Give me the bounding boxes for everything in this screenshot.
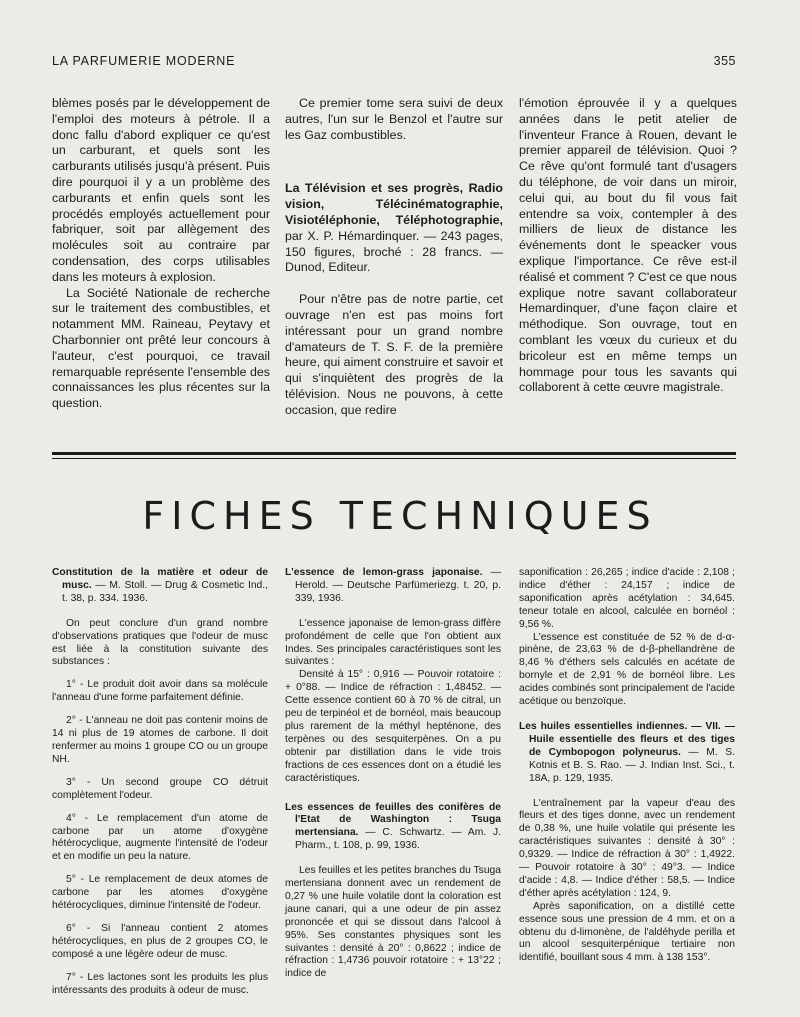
reference-source: — Herold. — Deutsche Parfümeriezg. t. 20, p. 339, 1936.	[295, 567, 501, 604]
reference-source: — M. Stoll. — Drug & Cosmetic Ind., t. 38, p. 334. 1936.	[62, 579, 268, 604]
section-title: FICHES TECHNIQUES	[142, 494, 658, 538]
review-column-3	[519, 96, 737, 396]
paragraph: Les feuilles et les petites branches du Tsuga mertensiana donnent avec un rendement de 0,27 % une huile volatile dont la coloration est jaune canari, qui a une odeur de pin assez prononcée et qui se dissout dans l'alcool à 95%. Ses constantes physiques sont les suivantes : densité à 20° : 0,8622 ; indice de réfraction : 1,4736 pouvoir rotatoire : + 13°22 ; indice de	[285, 865, 501, 980]
running-header	[52, 54, 736, 72]
book-review-entry	[285, 181, 503, 276]
paragraph: La Société Nationale de recherche sur le traitement des combustibles, et notamment MM. Raineau, Peytavy et Charbonnier ont prêté leur concours à l'auteur, c'est pourquoi, ce travail remarquable représente l'ensemble des connaissances les plus récentes sur la question.	[52, 285, 270, 411]
list-item: 6° - Si l'anneau contient 2 atomes hétérocycliques, en plus de 2 groupes CO, le composé a une légère odeur de musc.	[52, 922, 268, 960]
list-item: 5° - Le remplacement de deux atomes de carbone par les atomes d'oxygène hétérocycliques, diminue l'intensité de l'odeur.	[52, 874, 268, 912]
fiches-column-1	[52, 567, 268, 997]
paragraph: saponification : 26,265 ; indice d'acide : 2,108 ; indice d'éther : 24,157 ; indice de saponification après acétylation : 34,645. teneur totale en alcool, calculée en bornéol : 9,56 %.	[519, 567, 735, 630]
paragraph: Après saponification, on a distillé cette essence sous une pression de 4 mm. et on a obtenu du d-limonène, de l'aldéhyde perilla et un alcool sesquiterpénique tertiaire non identifié, bouillant sous 4 mm. à 138 153°.	[519, 900, 735, 964]
paragraph: Densité à 15° : 0,916 — Pouvoir rotatoire : + 0°88. — Indice de réfraction : 1,48452. — Cette essence contient 60 à 70 % de citral, un peu de terpinéol et de bornéol, mais beaucoup plus rarement de la méthyl hepténone, des terpènes ou des sesquiterpènes. On a pu obtenir par distillation dans le vide trois fractions de ces essences dont on a étudié les caractéristiques.	[285, 669, 501, 784]
book-details: par X. P. Hémardinquer. — 243 pages, 150 figures, broché : 28 francs. — Dunod, Editeur.	[285, 228, 503, 275]
review-column-1	[52, 96, 270, 412]
reference-source: — C. Schwartz. — Am. J. Pharm., t. 108, p. 99, 1936.	[295, 827, 501, 852]
reference-title: Les huiles essentielles indiennes. — VII. — Huile essentielle des fleurs et des tiges de Cymbopogon polyneurus.	[519, 720, 735, 758]
reference-entry	[52, 567, 268, 606]
book-title: La Télévision et ses progrès, Radio vision, Télécinématographie, Visiotéléphonie, Téléphotographie,	[285, 181, 503, 227]
reference-title: L'essence de lemon-grass japonaise.	[285, 567, 483, 578]
paragraph: L'essence est constituée de 52 % de d-α-pinène, de 23,63 % de d-β-phellandrène de 8,46 % d'éthers sels calculés en acétate de bornyle et de 2,91 % de bornéol libre. Les acides combinés sont principalement de l'acide acétique ou benzoïque.	[519, 631, 735, 708]
review-column-2	[285, 96, 503, 419]
list-item: 2° - L'anneau ne doit pas contenir moins de 14 ni plus de 19 atomes de carbone. Il doit renfermer au moins 1 groupe CO ou un groupe NH.	[52, 715, 268, 765]
fiches-column-2	[285, 567, 501, 981]
running-title: LA PARFUMERIE MODERNE	[52, 54, 236, 68]
list-item: 4° - Le remplacement d'un atome de carbone par un atome d'oxygène hétérocyclique, augmente l'intensité de l'odeur et en modifie un peu la nature.	[52, 812, 268, 863]
reference-title: Les essences de feuilles des conifères de l'Etat de Washington : Tsuga mertensiana.	[285, 801, 501, 839]
paragraph: l'émotion éprouvée il y a quelques années dans le petit atelier de l'inventeur France à Rouen, devant le premier appareil de télévision. Quoi ? Ce rêve qu'ont formulé tant d'usagers du téléphone, de voir dans un miroir, celui qui, au bout du fil vous fait entendre sa voix, contempler à des milliers de lieux de distance les événements dont le speacker vous explique l'importance. Ce rêve est-il réalisé et comment ? C'est ce que nous explique notre savant collaborateur Hemardinquer, d'une façon claire et méthodique. Son ouvrage, tout en comblant les vœux du curieux et du bricoleur est en même temps un hommage pour tous les savants qui collaborent à cette œuvre magistrale.	[519, 96, 737, 395]
reference-entry	[285, 567, 501, 606]
page-number: 355	[713, 54, 736, 68]
paragraph: L'essence japonaise de lemon-grass diffère profondément de celle que l'on obtient aux Indes. Ses principales caractéristiques sont les suivantes :	[285, 617, 501, 668]
paragraph: Pour n'être pas de notre partie, cet ouvrage n'en est pas moins fort intéressant pour un grand nombre d'amateurs de T. S. F. de la première heure, qui aiment construire et savoir et qui s'inquiètent des progrès de la télévision. Nous ne pouvons, à cette occasion, que redire	[285, 292, 503, 417]
paragraph: blèmes posés par le développement de l'emploi des moteurs à pétrole. Il a donc fallu d'abord expliquer ce qu'est un carburant, et quels sont les carburants utilisés jusqu'à présent. Puis dire pourquoi il y a un problème des carburants et enfin quels sont les procédés employés actuellement pour fabriquer, soit par allègement des molécules soit au contraire par condensation, des corps utilisables dans les moteurs à explosion.	[52, 96, 270, 284]
paragraph: On peut conclure d'un grand nombre d'observations pratiques que l'odeur de musc est liée à la constitution suivante des substances :	[52, 617, 268, 668]
list-item: 7° - Les lactones sont les produits les plus intéressants des produits à odeur de musc.	[52, 971, 268, 996]
list-item: 3° - Un second groupe CO détruit complètement l'odeur.	[52, 776, 268, 801]
reference-entry	[285, 802, 501, 854]
reference-entry	[519, 721, 735, 786]
reference-source: — M. S. Kotnis et B. S. Rao. — J. Indian Inst. Sci., t. 18A, p. 129, 1935.	[529, 746, 735, 784]
list-item: 1° - Le produit doit avoir dans sa molécule l'anneau d'une forme parfaitement définie.	[52, 679, 268, 704]
section-divider	[52, 452, 736, 459]
fiches-column-3	[519, 567, 735, 965]
paragraph: Ce premier tome sera suivi de deux autres, l'un sur le Benzol et l'autre sur les Gaz combustibles.	[285, 96, 503, 142]
paragraph: L'entraînement par la vapeur d'eau des fleurs et des tiges donne, avec un rendement de 0,38 %, une huile volatile qui présente les caractéristiques suivantes : densité à 30° : 0,9329. — Indice de réfraction à 30° : 1,4922. — Pouvoir rotatoire à 30° : 49°3. — Indice d'acide : 4,8. — Indice d'éther : 58,5. — Indice d'éther après acétylation : 124, 9.	[519, 797, 735, 899]
reference-title: Constitution de la matière et odeur de musc.	[52, 567, 268, 591]
